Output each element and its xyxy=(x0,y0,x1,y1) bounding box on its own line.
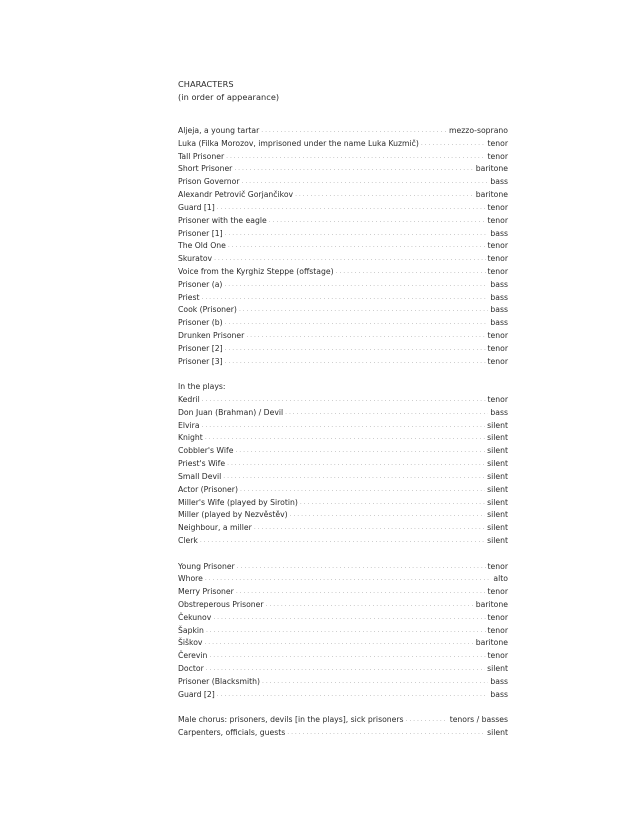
voice-type: tenor xyxy=(487,202,508,212)
page-title: CHARACTERS xyxy=(178,79,234,89)
dot-leader xyxy=(254,522,485,535)
plays-roles-list xyxy=(178,394,508,548)
voice-type: bass xyxy=(490,228,508,238)
voice-type: silent xyxy=(487,535,508,545)
character-row xyxy=(178,279,508,292)
dot-leader xyxy=(217,689,489,702)
voice-type: bass xyxy=(490,676,508,686)
character-row xyxy=(178,445,508,458)
page-subtitle: (in order of appearance) xyxy=(178,91,280,102)
dot-leader xyxy=(242,176,489,189)
character-row xyxy=(178,522,508,535)
character-row xyxy=(178,253,508,266)
voice-type: bass xyxy=(490,407,508,417)
character-name: Cobbler's Wife xyxy=(178,446,234,456)
character-name: Priest xyxy=(178,292,200,302)
character-name: Young Prisoner xyxy=(178,561,235,571)
character-name: The Old One xyxy=(178,241,226,251)
character-name: Miller's Wife (played by Sirotin) xyxy=(178,497,298,507)
character-name: Clerk xyxy=(178,535,198,545)
dot-leader xyxy=(206,625,486,638)
character-name: Skuratov xyxy=(178,254,213,264)
voice-type: bass xyxy=(490,689,508,699)
dot-leader xyxy=(287,727,485,740)
voice-type: tenor xyxy=(487,356,508,366)
character-name: Prisoner (a) xyxy=(178,279,223,289)
character-name: Male chorus: prisoners, devils [in the plays], sick prisoners xyxy=(178,715,404,725)
dot-leader xyxy=(300,497,485,510)
character-row xyxy=(178,138,508,151)
dot-leader xyxy=(290,509,485,522)
character-row xyxy=(178,202,508,215)
voice-type: tenor xyxy=(487,343,508,353)
character-row xyxy=(178,458,508,471)
character-name: Carpenters, officials, guests xyxy=(178,728,286,738)
character-row xyxy=(178,637,508,650)
section-spacer xyxy=(178,368,508,381)
plays-heading: In the plays: xyxy=(178,382,226,392)
voice-type: alto xyxy=(493,574,508,584)
voice-type: bass xyxy=(490,177,508,187)
dot-leader xyxy=(234,163,473,176)
voice-type: tenor xyxy=(487,215,508,225)
dot-leader xyxy=(236,586,486,599)
voice-type: tenor xyxy=(487,395,508,405)
voice-type: tenor xyxy=(487,151,508,161)
character-name: Neighbour, a miller xyxy=(178,523,252,533)
dot-leader xyxy=(223,471,485,484)
character-name: Merry Prisoner xyxy=(178,587,234,597)
ensembles-list xyxy=(178,714,508,740)
character-name: Don Juan (Brahman) / Devil xyxy=(178,407,284,417)
voice-type: tenor xyxy=(487,651,508,661)
dot-leader xyxy=(200,535,485,548)
voice-type: silent xyxy=(487,497,508,507)
voice-type: bass xyxy=(490,279,508,289)
dot-leader xyxy=(285,407,488,420)
character-row xyxy=(178,125,508,138)
character-row xyxy=(178,714,508,727)
character-name: Miller (played by Nezvěstěv) xyxy=(178,510,288,520)
character-name: Voice from the Kyrghiz Steppe (offstage) xyxy=(178,266,334,276)
character-row xyxy=(178,676,508,689)
character-row xyxy=(178,497,508,510)
dot-leader xyxy=(228,240,486,253)
character-name: Small Devil xyxy=(178,471,222,481)
voice-type: baritone xyxy=(475,600,508,610)
dot-leader xyxy=(205,432,485,445)
voice-type: baritone xyxy=(475,190,508,200)
voice-type: silent xyxy=(487,446,508,456)
voice-type: tenor xyxy=(487,331,508,340)
character-name: Drunken Prisoner xyxy=(178,331,245,340)
dot-leader xyxy=(246,330,485,343)
character-row xyxy=(178,484,508,497)
dot-leader xyxy=(421,138,486,151)
voice-type: silent xyxy=(487,523,508,533)
character-row xyxy=(178,228,508,241)
character-row xyxy=(178,612,508,625)
character-name: Tall Prisoner xyxy=(178,151,225,161)
voice-type: silent xyxy=(487,420,508,430)
character-name: Priest's Wife xyxy=(178,459,226,469)
dot-leader xyxy=(225,343,486,356)
character-name: Prisoner [3] xyxy=(178,356,223,366)
character-name: Prison Governor xyxy=(178,177,240,187)
character-name: Prisoner with the eagle xyxy=(178,215,267,225)
character-name: Prisoner [1] xyxy=(178,228,223,238)
voice-type: silent xyxy=(487,728,508,738)
voice-type: baritone xyxy=(475,638,508,648)
character-name: Obstreperous Prisoner xyxy=(178,600,264,610)
character-name: Doctor xyxy=(178,664,204,674)
dot-leader xyxy=(235,445,485,458)
character-row xyxy=(178,727,508,740)
character-row xyxy=(178,420,508,433)
voice-type: tenors / basses xyxy=(449,715,508,725)
character-row xyxy=(178,292,508,305)
heading-block xyxy=(178,78,508,125)
dot-leader xyxy=(224,279,488,292)
voice-type: bass xyxy=(490,318,508,328)
dot-leader xyxy=(227,458,485,471)
character-row xyxy=(178,330,508,343)
character-name: Elvira xyxy=(178,420,200,430)
dot-leader xyxy=(240,484,485,497)
character-row xyxy=(178,573,508,586)
character-name: Alexandr Petrovič Gorjančikov xyxy=(178,190,294,200)
character-name: Kedril xyxy=(178,395,200,405)
character-row xyxy=(178,189,508,202)
character-row xyxy=(178,317,508,330)
character-name: Šapkin xyxy=(178,625,204,635)
voice-type: bass xyxy=(490,292,508,302)
character-name: Knight xyxy=(178,433,203,443)
voice-type: baritone xyxy=(475,164,508,174)
character-name: Guard [2] xyxy=(178,689,215,699)
character-row xyxy=(178,561,508,574)
character-row xyxy=(178,304,508,317)
character-row xyxy=(178,432,508,445)
dot-leader xyxy=(225,356,486,369)
character-row xyxy=(178,394,508,407)
voice-type: silent xyxy=(487,510,508,520)
character-row xyxy=(178,266,508,279)
voice-type: silent xyxy=(487,471,508,481)
dot-leader xyxy=(226,151,485,164)
dot-leader xyxy=(209,650,485,663)
character-name: Prisoner (Blacksmith) xyxy=(178,676,261,686)
character-row xyxy=(178,471,508,484)
main-roles-list xyxy=(178,125,508,368)
dot-leader xyxy=(237,561,486,574)
voice-type: tenor xyxy=(487,266,508,276)
voice-type: tenor xyxy=(487,254,508,264)
character-row xyxy=(178,689,508,702)
character-name: Cook (Prisoner) xyxy=(178,305,237,315)
character-row xyxy=(178,599,508,612)
character-name: Guard [1] xyxy=(178,202,215,212)
dot-leader xyxy=(261,125,447,138)
character-name: Čekunov xyxy=(178,612,212,622)
dot-leader xyxy=(202,394,486,407)
character-name: Čerevin xyxy=(178,651,208,661)
character-name: Šiškov xyxy=(178,638,203,648)
dot-leader xyxy=(217,202,486,215)
voice-type: tenor xyxy=(487,138,508,148)
dot-leader xyxy=(202,420,486,433)
voice-type: tenor xyxy=(487,561,508,571)
section-spacer xyxy=(178,702,508,715)
dot-leader xyxy=(202,292,489,305)
character-row xyxy=(178,240,508,253)
dot-leader xyxy=(269,215,486,228)
character-name: Prisoner [2] xyxy=(178,343,223,353)
character-row xyxy=(178,663,508,676)
character-name: Whore xyxy=(178,574,203,584)
character-row xyxy=(178,535,508,548)
voice-type: silent xyxy=(487,433,508,443)
dot-leader xyxy=(266,599,474,612)
character-row xyxy=(178,356,508,369)
dot-leader xyxy=(204,637,473,650)
dot-leader xyxy=(295,189,474,202)
voice-type: tenor xyxy=(487,612,508,622)
voice-type: silent xyxy=(487,484,508,494)
voice-type: silent xyxy=(487,459,508,469)
dot-leader xyxy=(205,573,492,586)
voice-type: tenor xyxy=(487,625,508,635)
dot-leader xyxy=(239,304,488,317)
character-row xyxy=(178,625,508,638)
character-row xyxy=(178,151,508,164)
voice-type: tenor xyxy=(487,587,508,597)
dot-leader xyxy=(225,317,489,330)
dot-leader xyxy=(213,612,485,625)
character-name: Prisoner (b) xyxy=(178,318,223,328)
character-row xyxy=(178,343,508,356)
character-row xyxy=(178,586,508,599)
dot-leader xyxy=(262,676,488,689)
character-list-page xyxy=(178,78,508,740)
character-row xyxy=(178,176,508,189)
character-row xyxy=(178,407,508,420)
dot-leader xyxy=(406,714,448,727)
voice-type: bass xyxy=(490,305,508,315)
later-roles-list xyxy=(178,561,508,702)
dot-leader xyxy=(206,663,485,676)
voice-type: silent xyxy=(487,664,508,674)
voice-type: tenor xyxy=(487,241,508,251)
dot-leader xyxy=(336,266,486,279)
dot-leader xyxy=(214,253,485,266)
character-row xyxy=(178,650,508,663)
character-row xyxy=(178,509,508,522)
character-name: Actor (Prisoner) xyxy=(178,484,238,494)
character-name: Luka (Filka Morozov, imprisoned under the name Luka Kuzmič) xyxy=(178,138,419,148)
character-name: Short Prisoner xyxy=(178,164,233,174)
character-row xyxy=(178,215,508,228)
character-name: Aljeja, a young tartar xyxy=(178,126,260,135)
section-spacer xyxy=(178,548,508,561)
dot-leader xyxy=(225,228,489,241)
character-row xyxy=(178,163,508,176)
voice-type: mezzo-soprano xyxy=(449,126,508,135)
